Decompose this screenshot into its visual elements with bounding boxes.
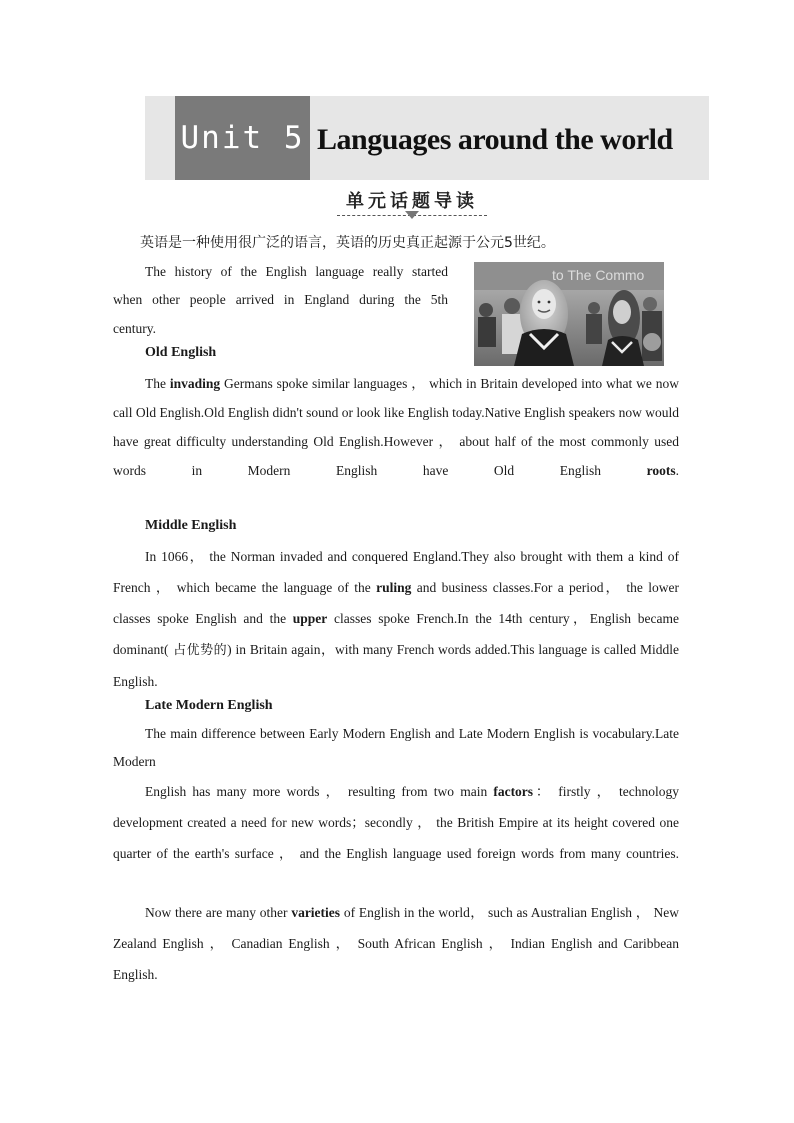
unit-title: Languages around the world	[317, 123, 673, 156]
text-run: Germans spoke similar languages ， which in Britain developed into what we now call Old English.Old English didn't sound or look like English today.Native English speakers now would have great difficulty understanding Old English.However ， about half of the most commonly used words in Modern English have Old English	[113, 376, 679, 478]
text-run: Now there are many other	[145, 905, 292, 920]
keyword-invading: invading	[169, 376, 221, 391]
chinese-intro: 英语是一种使用很广泛的语言，英语的历史真正起源于公元5世纪。	[140, 235, 555, 251]
paragraph-middle-english	[113, 541, 679, 697]
text-run: classes spoke French.In the 14th century，English became dominant(	[113, 611, 679, 657]
text-run: of English in the world， such as Australian English ， New Zealand English ， Canadian English ， South African English ， Indian English and Caribbean English.	[113, 905, 679, 982]
chinese-gloss: 占优势的	[168, 643, 228, 658]
text-run: In 1066， the Norman invaded and conquered England.They also brought with them a kind of French ， which became the language of the	[113, 549, 679, 595]
text-run: ： firstly ， technology development created a need for new words；secondly ， the British Empire at its height covered one quarter of the earth's surface ， and the English language used foreign words from many countries.	[113, 784, 679, 861]
keyword-varieties: varieties	[291, 905, 341, 920]
text-run: .	[675, 463, 679, 478]
paragraph-varieties	[113, 897, 679, 990]
paragraph-old-english	[113, 369, 679, 485]
text-line: century.	[113, 321, 156, 336]
topic-guide-heading: 单元话题导读	[337, 187, 487, 216]
photo-banner-text: to The Commo	[552, 267, 645, 283]
text-run: The	[145, 376, 170, 391]
text-run: English has many more words ， resulting from two main	[145, 784, 494, 799]
cheerleaders-photo-icon	[474, 262, 664, 366]
heading-late-modern-english: Late Modern English	[145, 698, 273, 713]
keyword-roots: roots	[646, 463, 676, 478]
text-run: ) in Britain again，with many French words added.This language is called Middle English.	[113, 642, 679, 689]
paragraph-late-modern-english: The main difference between Early Modern English and Late Modern English is vocabulary.Late Modern	[113, 726, 679, 769]
guide-arrow-icon	[405, 211, 419, 219]
heading-middle-english: Middle English	[145, 518, 237, 533]
text-line: The history of the English language really started	[145, 264, 448, 279]
heading-old-english: Old English	[145, 345, 217, 360]
paragraph-history-intro-cont	[113, 285, 448, 343]
unit-label: Unit 5	[175, 96, 310, 180]
keyword-factors: factors	[493, 784, 534, 799]
text-run: and business classes.For a period， the lower classes spoke English and the	[113, 580, 679, 626]
keyword-upper: upper	[292, 611, 328, 626]
paragraph-history-intro	[113, 257, 448, 286]
paragraph-factors	[113, 776, 679, 869]
keyword-ruling: ruling	[376, 580, 412, 595]
text-line: when other people arrived in England during the 5th	[113, 292, 448, 307]
